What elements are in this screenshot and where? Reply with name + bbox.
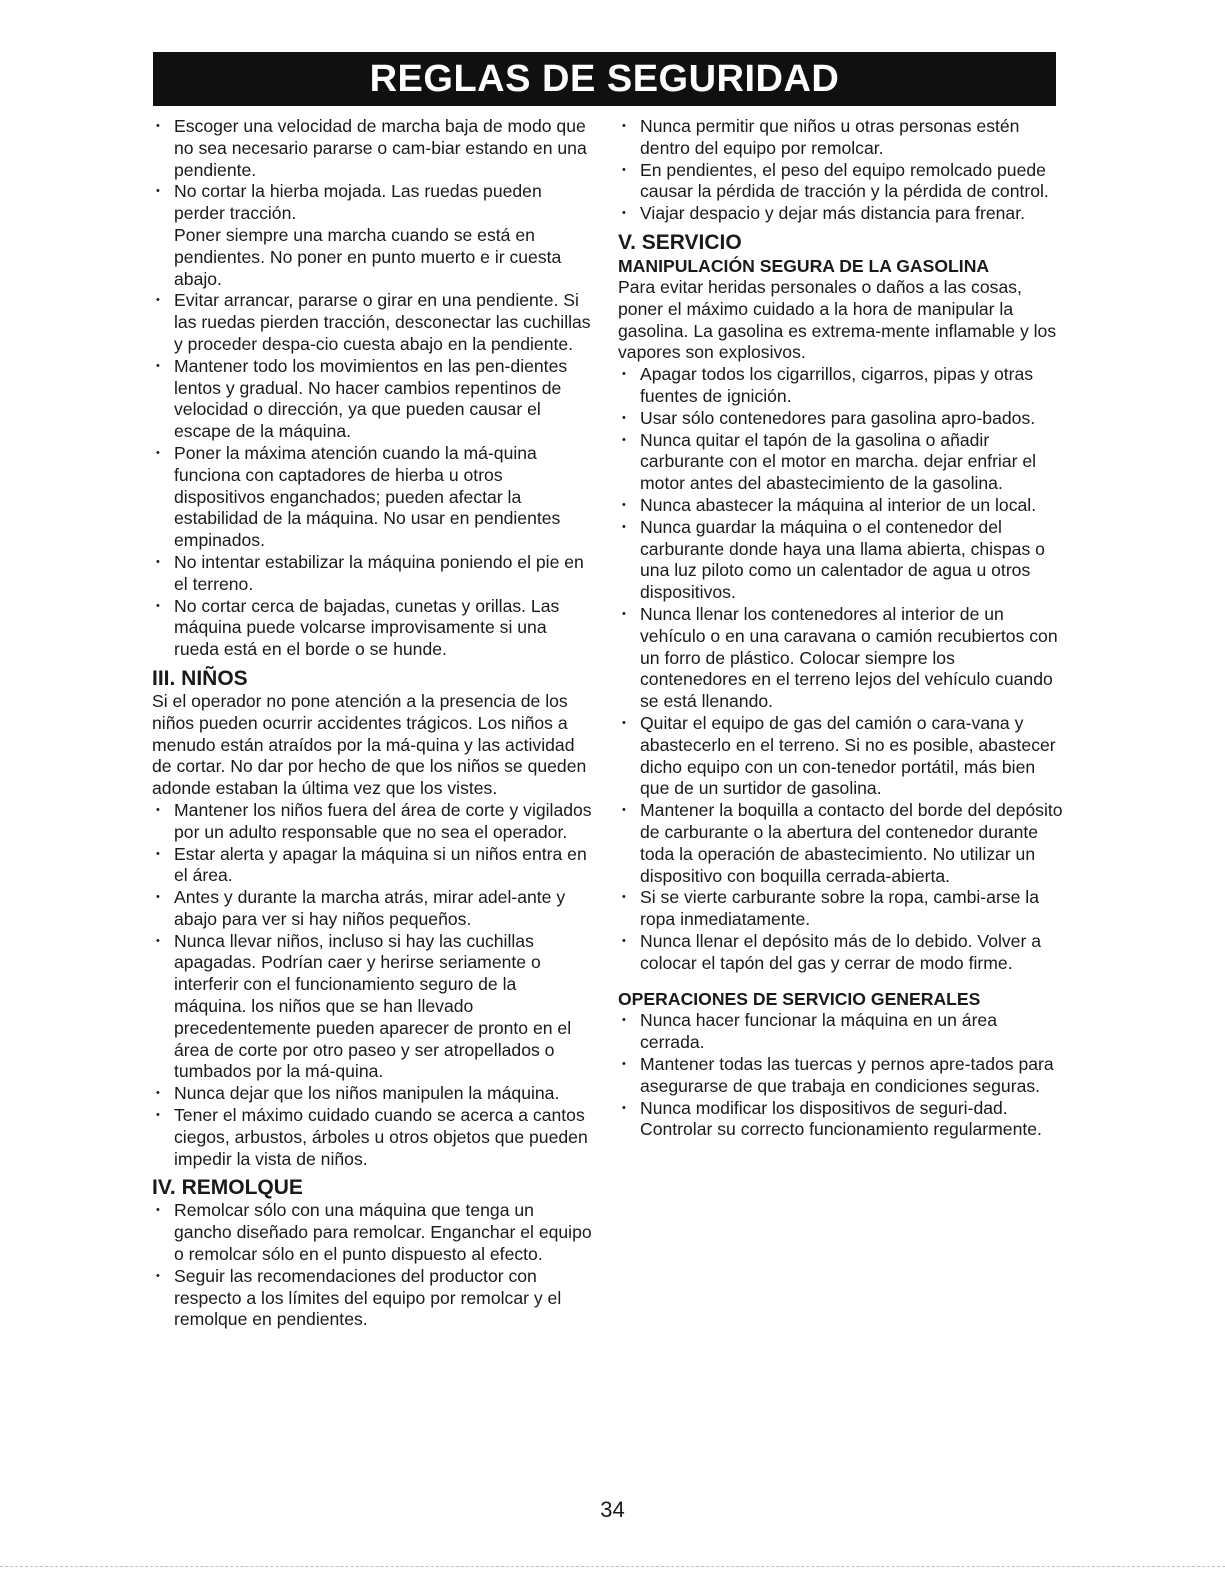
page-title-banner: [153, 52, 1056, 106]
list-item: • Mantener los niños fuera del área de corte y vigilados por un adulto responsable que no sea el operador.: [152, 800, 592, 844]
list-item: • No cortar la hierba mojada. Las ruedas pueden perder tracción.: [152, 181, 592, 225]
page-number: 34: [600, 1497, 625, 1522]
list-item: • Nunca dejar que los niños manipulen la máquina.: [152, 1083, 592, 1105]
list-item: • Mantener todo los movimientos en las pen-dientes lentos y gradual. No hacer cambios repentinos de velocidad o dirección, ya que pueden causar el escape de la máquina.: [152, 356, 592, 443]
page-bottom-divider: [0, 1566, 1225, 1567]
section-heading-ninos: III. NIÑOS: [152, 666, 248, 690]
list-item: • Nunca llenar los contenedores al interior de un vehículo o en una caravana o camión recubiertos con un forro de plástico. Colocar siempre los contenedores en el terreno lejos del vehículo cuando se está llenando.: [618, 604, 1063, 713]
list-item: • Mantener todas las tuercas y pernos apre-tados para asegurarse de que trabaja en condiciones seguras.: [618, 1054, 1063, 1098]
subheading-generales: OPERACIONES DE SERVICIO GENERALES: [618, 989, 981, 1010]
list-item: • Quitar el equipo de gas del camión o cara-vana y abastecerlo en el terreno. Si no es posible, abastecer dicho equipo con un con-tenedor portátil, más bien que de un surtidor de gasolina.: [618, 713, 1063, 800]
remolque-list: [152, 1200, 592, 1331]
list-item: • En pendientes, el peso del equipo remolcado puede causar la pérdida de tracción y la pérdida de control.: [618, 160, 1063, 204]
list-item: • Usar sólo contenedores para gasolina apro-bados.: [618, 408, 1063, 430]
list-item: • Viajar despacio y dejar más distancia para frenar.: [618, 203, 1063, 225]
left-column: [152, 116, 592, 1331]
list-item: • Nunca abastecer la máquina al interior de un local.: [618, 495, 1063, 517]
section-heading-remolque: IV. REMOLQUE: [152, 1176, 303, 1200]
page-title: REGLAS DE SEGURIDAD: [369, 57, 840, 100]
list-item: • Nunca permitir que niños u otras personas estén dentro del equipo por remolcar.: [618, 116, 1063, 160]
right-column: [618, 116, 1063, 1141]
list-item: • No cortar cerca de bajadas, cunetas y orillas. Las máquina puede volcarse improvisamente si una rueda está en el borde o se hunde.: [152, 596, 592, 661]
list-item: • Nunca quitar el tapón de la gasolina o añadir carburante con el motor en marcha. dejar enfriar el motor antes del abastecimiento de la gasolina.: [618, 430, 1063, 495]
list-item: • Nunca guardar la máquina o el contenedor del carburante donde haya una llama abierta, chispas o una luz piloto como un calentador de agua u otros dispositivos.: [618, 517, 1063, 604]
list-item: • Nunca modificar los dispositivos de seguri-dad. Controlar su correcto funcionamiento regularmente.: [618, 1098, 1063, 1142]
slope-list: [152, 116, 592, 225]
list-item: • Tener el máximo cuidado cuando se acerca a cantos ciegos, arbustos, árboles u otros objetos que pueden impedir la vista de niños.: [152, 1105, 592, 1170]
slope-list-2: [152, 290, 592, 661]
list-item: • Nunca hacer funcionar la máquina en un área cerrada.: [618, 1010, 1063, 1054]
list-item: • Estar alerta y apagar la máquina si un niños entra en el área.: [152, 844, 592, 888]
remolque-list-continued: [618, 116, 1063, 225]
list-item: • Nunca llenar el depósito más de lo debido. Volver a colocar el tapón del gas y cerrar de modo firme.: [618, 931, 1063, 975]
generales-list: [618, 1010, 1063, 1141]
list-item: • Apagar todos los cigarrillos, cigarros, pipas y otras fuentes de ignición.: [618, 364, 1063, 408]
gasolina-list: [618, 364, 1063, 974]
list-item: • Nunca llevar niños, incluso si hay las cuchillas apagadas. Podrían caer y herirse seriamente o interferir con el funcionamiento seguro de la máquina. los niños que se han llevado precedentemente pueden aparecer de pronto en el área de corte por otro paseo y ser atropellados o tumbados por la má-quina.: [152, 931, 592, 1084]
list-item: • Mantener la boquilla a contacto del borde del depósito de carburante o la abertura del contenedor durante toda la operación de abastecimiento. No utilizar un dispositivo con boquilla cerrada-abierta.: [618, 800, 1063, 887]
list-item: • Remolcar sólo con una máquina que tenga un gancho diseñado para remolcar. Enganchar el equipo o remolcar sólo en el punto dispuesto al efecto.: [152, 1200, 592, 1265]
section-heading-servicio: V. SERVICIO: [618, 230, 742, 254]
ninos-list: [152, 800, 592, 1171]
subheading-gasolina: MANIPULACIÓN SEGURA DE LA GASOLINA: [618, 255, 990, 276]
list-item: • Escoger una velocidad de marcha baja de modo que no sea necesario pararse o cam-biar estando en una pendiente.: [152, 116, 592, 181]
slope-note: Poner siempre una marcha cuando se está en pendientes. No poner en punto muerto e ir cuesta abajo.: [174, 224, 562, 289]
list-item: • No intentar estabilizar la máquina poniendo el pie en el terreno.: [152, 552, 592, 596]
list-item: • Poner la máxima atención cuando la má-quina funciona con captadores de hierba u otros dispositivos enganchados; pueden afectar la estabilidad de la máquina. No usar en pendientes empinados.: [152, 443, 592, 552]
list-item: • Si se vierte carburante sobre la ropa, cambi-arse la ropa inmediatamente.: [618, 887, 1063, 931]
list-item: • Antes y durante la marcha atrás, mirar adel-ante y abajo para ver si hay niños pequeños.: [152, 887, 592, 931]
list-item: • Evitar arrancar, pararse o girar en una pendiente. Si las ruedas pierden tracción, desconectar las cuchillas y proceder despa-cio cuesta abajo en la pendiente.: [152, 290, 592, 355]
list-item: • Seguir las recomendaciones del productor con respecto a los límites del equipo por remolcar y el remolque en pendientes.: [152, 1266, 592, 1331]
gasolina-intro: Para evitar heridas personales o daños a las cosas, poner el máximo cuidado a la hora de manipular la gasolina. La gasolina es extrema-mente inflamable y los vapores son explosivos.: [618, 276, 1057, 363]
ninos-intro: Si el operador no pone atención a la presencia de los niños pueden ocurrir accidentes trágicos. Los niños a menudo están atraídos por la má-quina y las actividad de cortar. No dar por hecho de que los niños se queden adonde estaban la última vez que los vistes.: [152, 690, 587, 799]
